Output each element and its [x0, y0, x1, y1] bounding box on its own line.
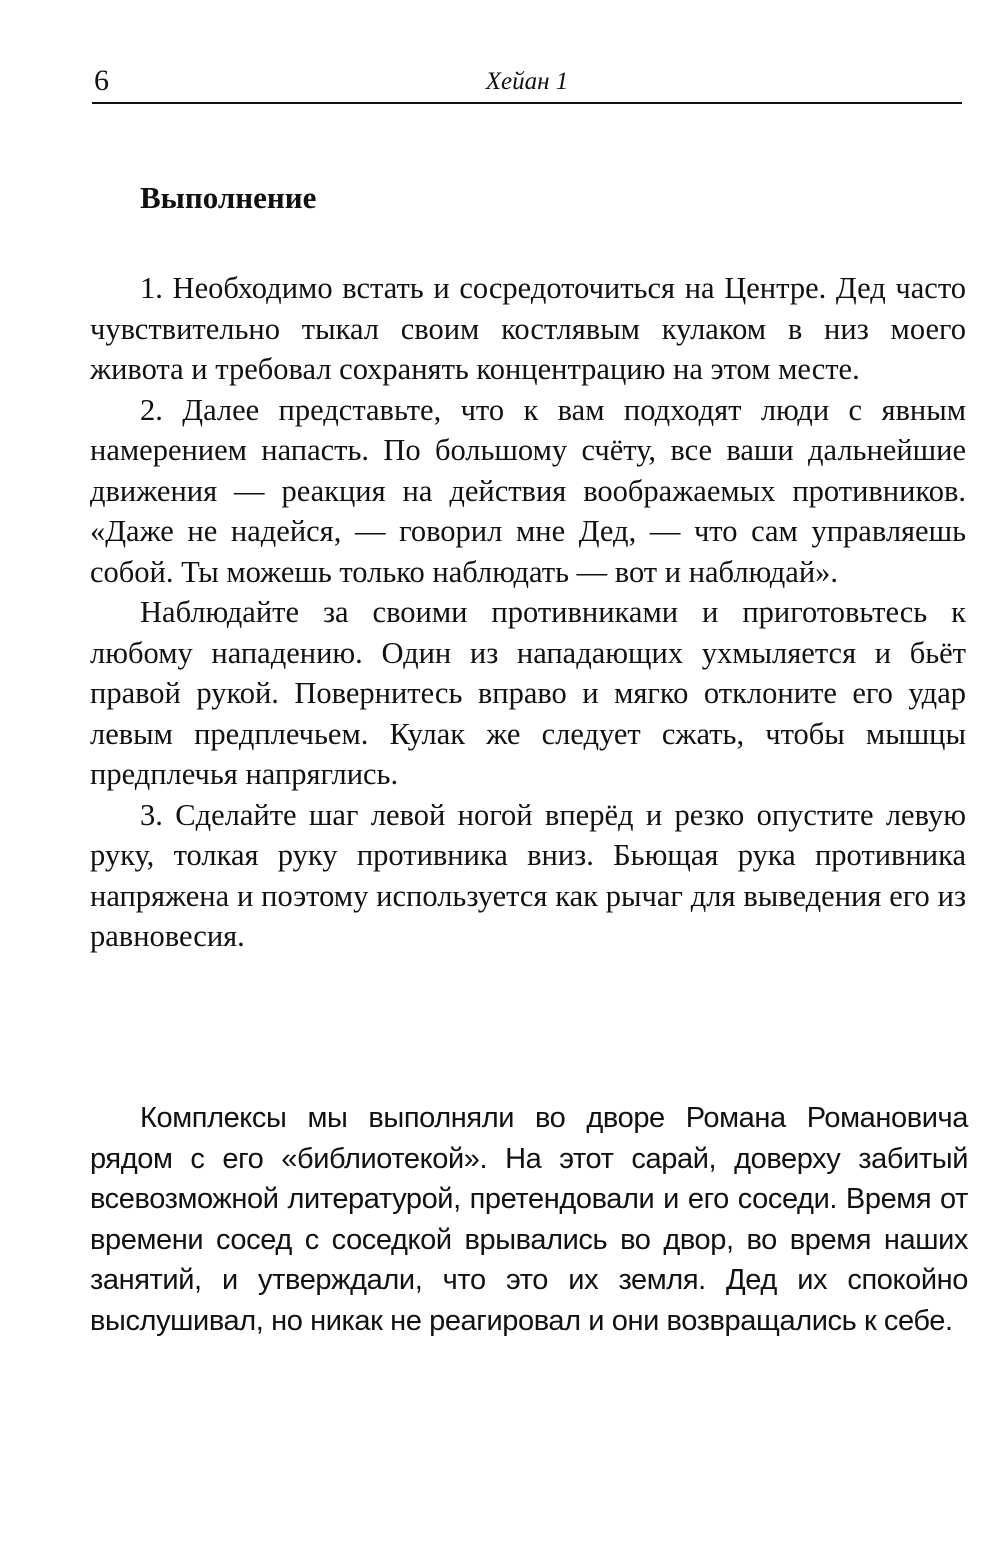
- paragraph-step-2-continued: Наблюдайте за своими противниками и приготовьтесь к любому нападению. Один из нападающих ухмыляется и бьёт правой рукой. Повернитесь вправо и мягко отклоните его удар левым предплечьем. Кулак же следует сжать, чтобы мышцы предплечья напряглись.: [90, 595, 966, 791]
- instruction-text: [90, 268, 966, 957]
- paragraph-step-3: 3. Сделайте шаг левой ногой вперёд и резко опустите левую руку, толкая руку противника вниз. Бьющая рука противника напряжена и поэтому используется как рычаг для выведения его из равновесия.: [90, 797, 966, 953]
- section-heading: Выполнение: [140, 180, 317, 215]
- running-title: Хейан 1: [485, 68, 569, 95]
- paragraph-step-2: 2. Далее представьте, что к вам подходят люди с явным намерением напасть. По большому счёту, все ваши дальнейшие движения — реакция на действия воображаемых противников. «Даже не надейся, — говорил мне Дед, — что сам управляешь собой. Ты можешь только наблюдать — вот и наблюдай».: [90, 392, 966, 589]
- page-number: 6: [94, 64, 109, 97]
- running-header: [92, 62, 962, 104]
- paragraph-step-1: 1. Необходимо встать и сосредоточиться на Центре. Дед часто чувствительно тыкал своим костлявым кулаком в низ моего живота и требовал сохранять концентрацию на этом месте.: [90, 271, 966, 386]
- narrative-paragraph: Комплексы мы выполняли во дворе Романа Романовича рядом с его «библиотекой». На этот сарай, доверху забитый всевозможной литературой, претендовали и его соседи. Время от времени сосед с соседкой врывались во двор, во время наших занятий, и утверждали, что это их земля. Дед их спокойно выслушивал, но никак не реагировал и они возвращались к себе.: [90, 1102, 968, 1337]
